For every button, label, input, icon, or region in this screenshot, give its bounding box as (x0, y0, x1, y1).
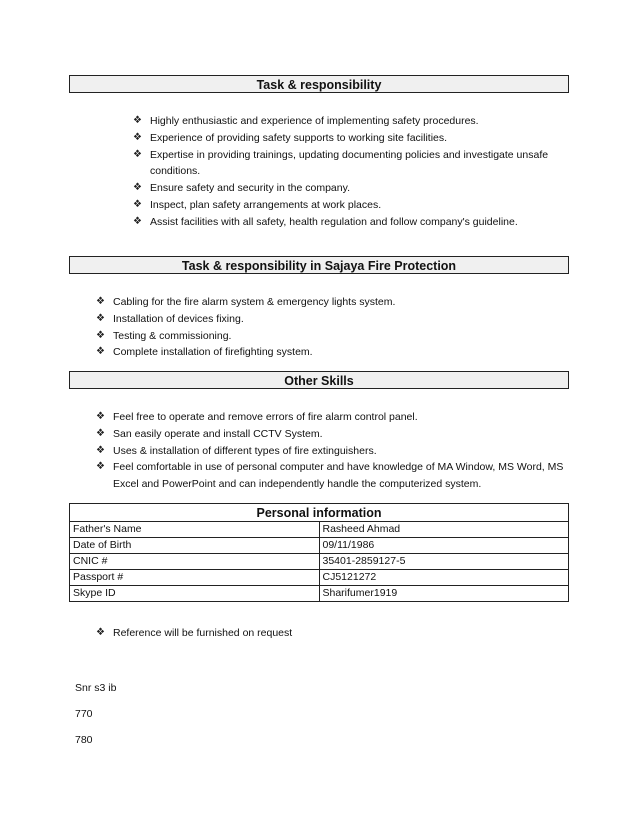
row-label: Father's Name (70, 522, 320, 538)
table-row (70, 538, 569, 554)
list-item: ❖ Testing & commissioning. (96, 328, 566, 345)
section-header-other-skills: Other Skills (69, 371, 569, 389)
diamond-bullet-icon: ❖ (96, 312, 105, 324)
diamond-bullet-icon: ❖ (96, 627, 105, 638)
diamond-bullet-icon: ❖ (96, 346, 105, 358)
diamond-bullet-icon: ❖ (133, 131, 142, 143)
row-value: 35401-2859127-5 (319, 554, 569, 570)
diamond-bullet-icon: ❖ (133, 148, 142, 160)
list-item: ❖ San easily operate and install CCTV System. (96, 426, 566, 443)
personal-information-table (69, 503, 569, 602)
diamond-bullet-icon: ❖ (96, 329, 105, 341)
list-item: ❖ Installation of devices fixing. (96, 311, 566, 328)
diamond-bullet-icon: ❖ (96, 461, 105, 473)
diamond-bullet-icon: ❖ (133, 215, 142, 227)
list-item: ❖ Expertise in providing trainings, updating documenting policies and investigate unsafe conditions. (133, 148, 549, 178)
section-header-sajaya-fire-protection: Task & responsibility in Sajaya Fire Protection (69, 256, 569, 274)
footer-line: 770 (75, 708, 93, 720)
table-row (70, 570, 569, 586)
reference-note: Reference will be furnished on request (113, 627, 293, 639)
list-item: ❖ Cabling for the fire alarm system & emergency lights system. (96, 294, 566, 311)
diamond-bullet-icon: ❖ (96, 411, 105, 422)
list-item: ❖ Complete installation of firefighting system. (96, 344, 566, 361)
footer-line: 780 (75, 734, 93, 746)
list-item (96, 625, 566, 642)
row-label: Passport # (70, 570, 320, 586)
row-label: Skype ID (70, 586, 320, 602)
list-item: ❖ Inspect, plan safety arrangements at work places. (133, 197, 563, 214)
list-item: ❖ Assist facilities with all safety, health regulation and follow company's guideline. (133, 214, 563, 231)
diamond-bullet-icon: ❖ (96, 427, 105, 439)
row-value: CJ5121272 (319, 570, 569, 586)
personal-information-header: Personal information (70, 504, 569, 522)
table-row (70, 522, 569, 538)
other-skills-list (96, 409, 566, 493)
list-item: ❖ Highly enthusiastic and experience of implementing safety procedures. (133, 113, 563, 130)
diamond-bullet-icon: ❖ (133, 198, 142, 210)
list-item: ❖ Ensure safety and security in the company. (133, 180, 563, 197)
row-label: Date of Birth (70, 538, 320, 554)
diamond-bullet-icon: ❖ (133, 182, 142, 194)
table-row (70, 586, 569, 602)
diamond-bullet-icon: ❖ (96, 296, 105, 307)
row-label: CNIC # (70, 554, 320, 570)
list-item: ❖ Feel free to operate and remove errors of fire alarm control panel. (96, 409, 566, 426)
list-item: ❖ Feel comfortable in use of personal computer and have knowledge of MA Window, MS Word, MS Excel and PowerPoint and can independently handle the computerized system. (96, 461, 564, 491)
row-value: Sharifumer1919 (319, 586, 569, 602)
section-header-task-responsibility: Task & responsibility (69, 75, 569, 93)
task-responsibility-list (133, 113, 563, 231)
row-value: 09/11/1986 (319, 538, 569, 554)
list-item: ❖ Uses & installation of different types of fire extinguishers. (96, 443, 566, 460)
sajaya-list (96, 294, 566, 361)
list-item: ❖ Experience of providing safety supports to working site facilities. (133, 130, 563, 147)
table-row (70, 554, 569, 570)
reference-list (96, 625, 566, 642)
footer-line: Snr s3 ib (75, 682, 117, 694)
diamond-bullet-icon: ❖ (96, 444, 105, 456)
diamond-bullet-icon: ❖ (133, 115, 142, 126)
row-value: Rasheed Ahmad (319, 522, 569, 538)
